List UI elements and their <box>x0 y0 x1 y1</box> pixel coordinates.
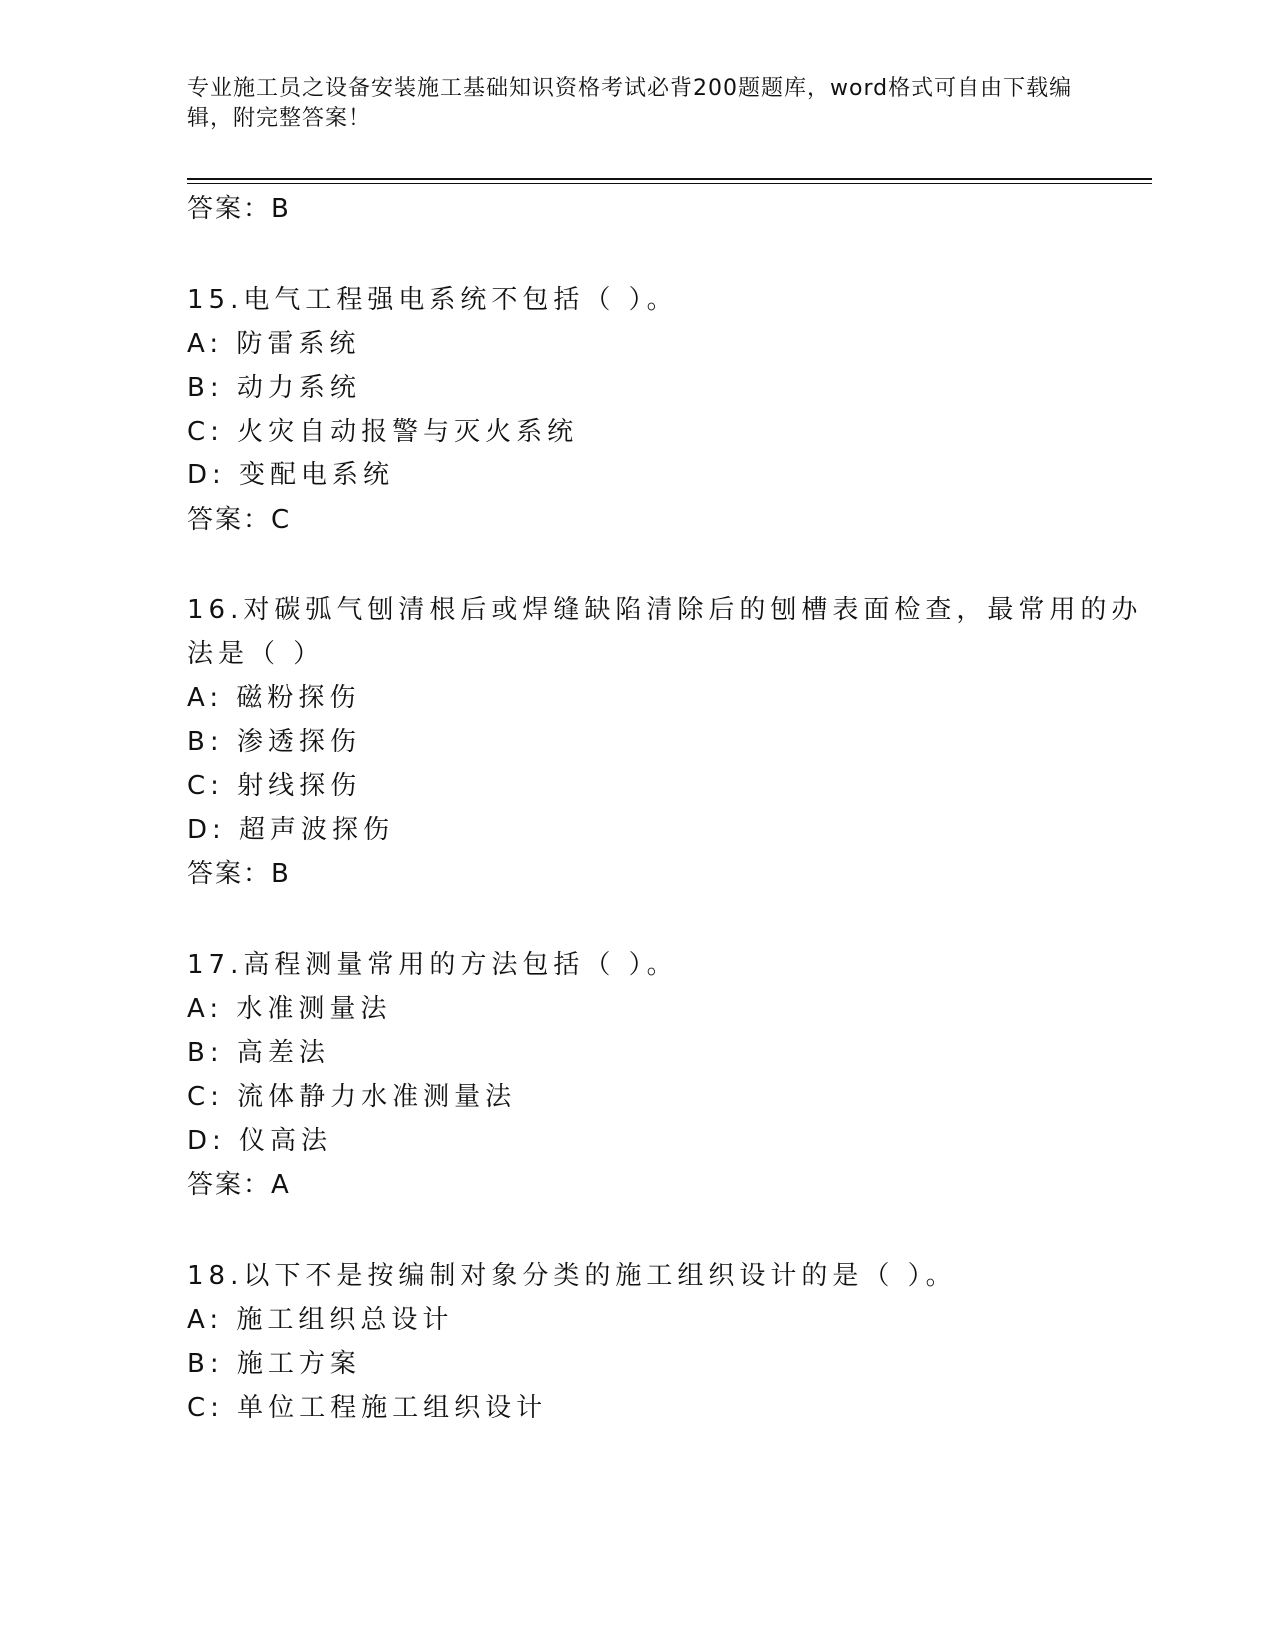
question-17-option-c: C: 流体静力水准测量法 <box>187 1082 517 1112</box>
header-rule-thick <box>187 178 1152 180</box>
question-15-answer: 答案：C <box>187 505 292 535</box>
question-15-stem: 15.电气工程强电系统不包括（ ）。 <box>187 285 678 315</box>
question-16-option-a: A: 磁粉探伤 <box>187 683 361 713</box>
question-15-option-a: A: 防雷系统 <box>187 329 361 359</box>
question-17-option-d: D: 仪高法 <box>187 1126 333 1156</box>
question-15-option-d: D: 变配电系统 <box>187 460 395 490</box>
question-18-stem: 18.以下不是按编制对象分类的施工组织设计的是（ ）。 <box>187 1261 957 1291</box>
question-16-stem-line2: 法是（ ） <box>187 639 325 669</box>
previous-answer: 答案：B <box>187 194 291 224</box>
question-17-stem: 17.高程测量常用的方法包括（ ）。 <box>187 950 678 980</box>
question-16-option-d: D: 超声波探伤 <box>187 815 395 845</box>
question-17-option-a: A: 水准测量法 <box>187 994 392 1024</box>
header-rule-thin <box>187 183 1152 184</box>
question-17-answer: 答案：A <box>187 1170 291 1200</box>
question-16-option-c: C: 射线探伤 <box>187 771 362 801</box>
question-15-option-c: C: 火灾自动报警与灭火系统 <box>187 417 579 447</box>
question-16-stem-line1: 16.对碳弧气刨清根后或焊缝缺陷清除后的刨槽表面检查，最常用的办 <box>187 595 1143 625</box>
question-18-option-c: C: 单位工程施工组织设计 <box>187 1393 548 1423</box>
question-18-option-b: B: 施工方案 <box>187 1349 361 1379</box>
question-16-answer: 答案：B <box>187 859 291 889</box>
question-18-option-a: A: 施工组织总设计 <box>187 1305 454 1335</box>
document-header: 专业施工员之设备安装施工基础知识资格考试必背200题题库，word格式可自由下载编辑，附完整答案！ <box>187 76 1073 131</box>
question-15-option-b: B: 动力系统 <box>187 373 361 403</box>
question-17-option-b: B: 高差法 <box>187 1038 330 1068</box>
question-16-option-b: B: 渗透探伤 <box>187 727 361 757</box>
